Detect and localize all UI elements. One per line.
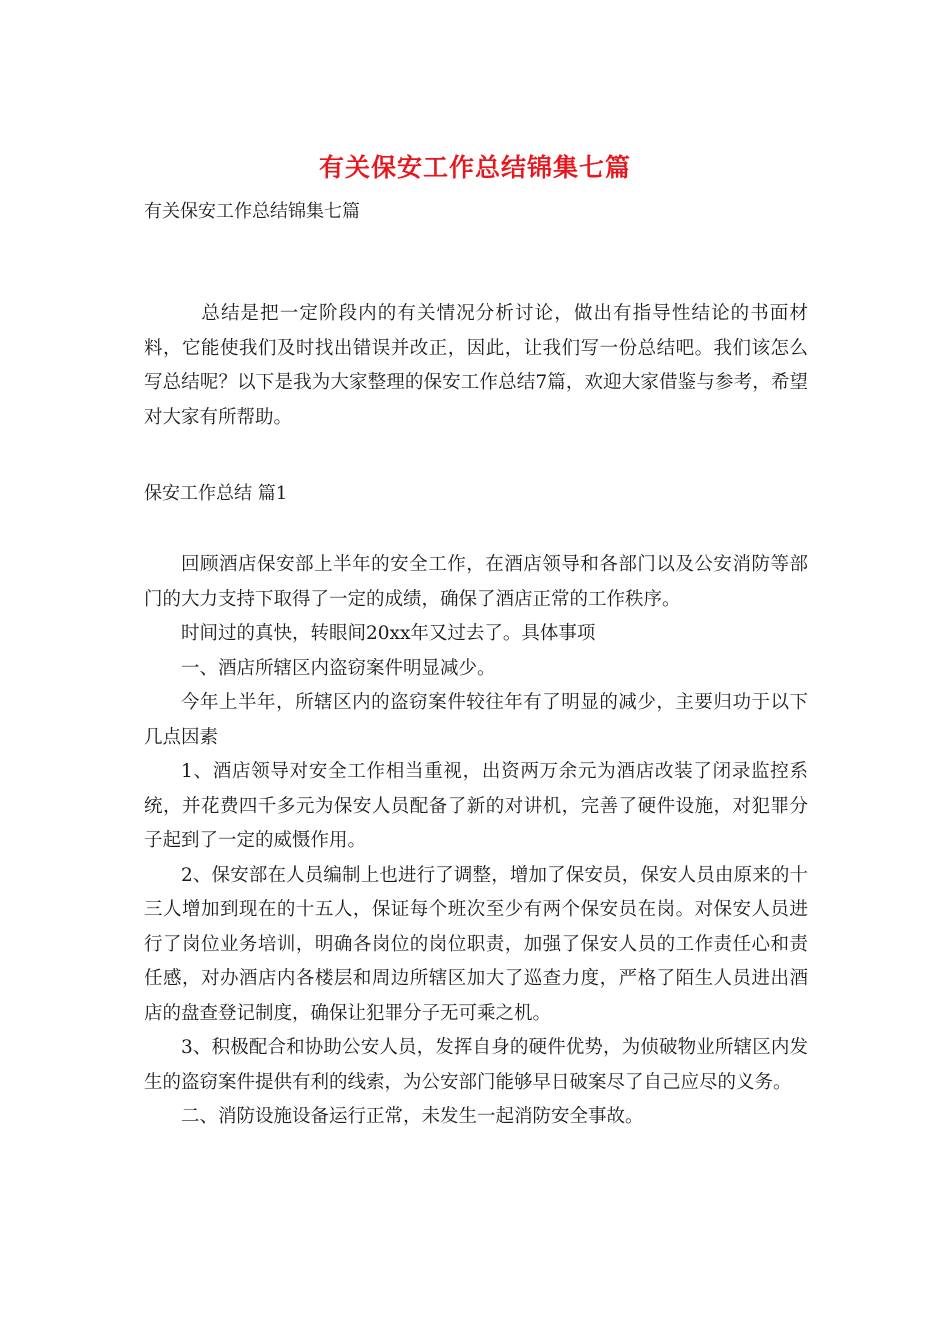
body-paragraph: 一、酒店所辖区内盗窃案件明显减少。 xyxy=(181,657,496,679)
body-paragraph: 今年上半年，所辖区内的盗窃案件较往年有了明显的减少，主要归功于以下几点因素 xyxy=(144,692,808,748)
intro-block xyxy=(144,297,808,435)
body-block xyxy=(144,548,808,1135)
body-paragraph: 二、消防设施设备运行正常，未发生一起消防安全事故。 xyxy=(181,1106,644,1127)
body-paragraph: 2、保安部在人员编制上也进行了调整，增加了保安员，保安人员由原来的十三人增加到现在的十五人，保证每个班次至少有两个保安员在岗。对保安人员进行了岗位业务培训，明确各岗位的岗位职责，加强了保安人员的工作责任心和责任感，对办酒店内各楼层和周边所辖区加大了巡查力度，严格了陌生人员进出酒店的盘查登记制度，确保让犯罪分子无可乘之机。 xyxy=(144,864,808,1024)
body-paragraph: 1、酒店领导对安全工作相当重视，出资两万余元为酒店改装了闭录监控系统，并花费四千多元为保安人员配备了新的对讲机，完善了硬件设施，对犯罪分子起到了一定的威慑作用。 xyxy=(144,761,808,851)
body-paragraph: 3、积极配合和协助公安人员，发挥自身的硬件优势，为侦破物业所辖区内发生的盗窃案件提供有利的线索，为公安部门能够早日破案尽了自己应尽的义务。 xyxy=(144,1037,808,1093)
document-subtitle: 有关保安工作总结锦集七篇 xyxy=(144,201,360,222)
intro-paragraph: 总结是把一定阶段内的有关情况分析讨论，做出有指导性结论的书面材料，它能使我们及时找出错误并改正，因此，让我们写一份总结吧。我们该怎么写总结呢？以下是我为大家整理的保安工作总结7篇，欢迎大家借鉴与参考，希望对大家有所帮助。 xyxy=(144,303,808,428)
document-title: 有关保安工作总结锦集七篇 xyxy=(318,153,631,182)
section-heading: 保安工作总结 篇1 xyxy=(144,483,288,504)
body-paragraph: 时间过的真快，转眼间20xx年又过去了。具体事项 xyxy=(181,623,596,644)
body-paragraph: 回顾酒店保安部上半年的安全工作，在酒店领导和各部门以及公安消防等部门的大力支持下取得了一定的成绩，确保了酒店正常的工作秩序。 xyxy=(144,554,808,610)
